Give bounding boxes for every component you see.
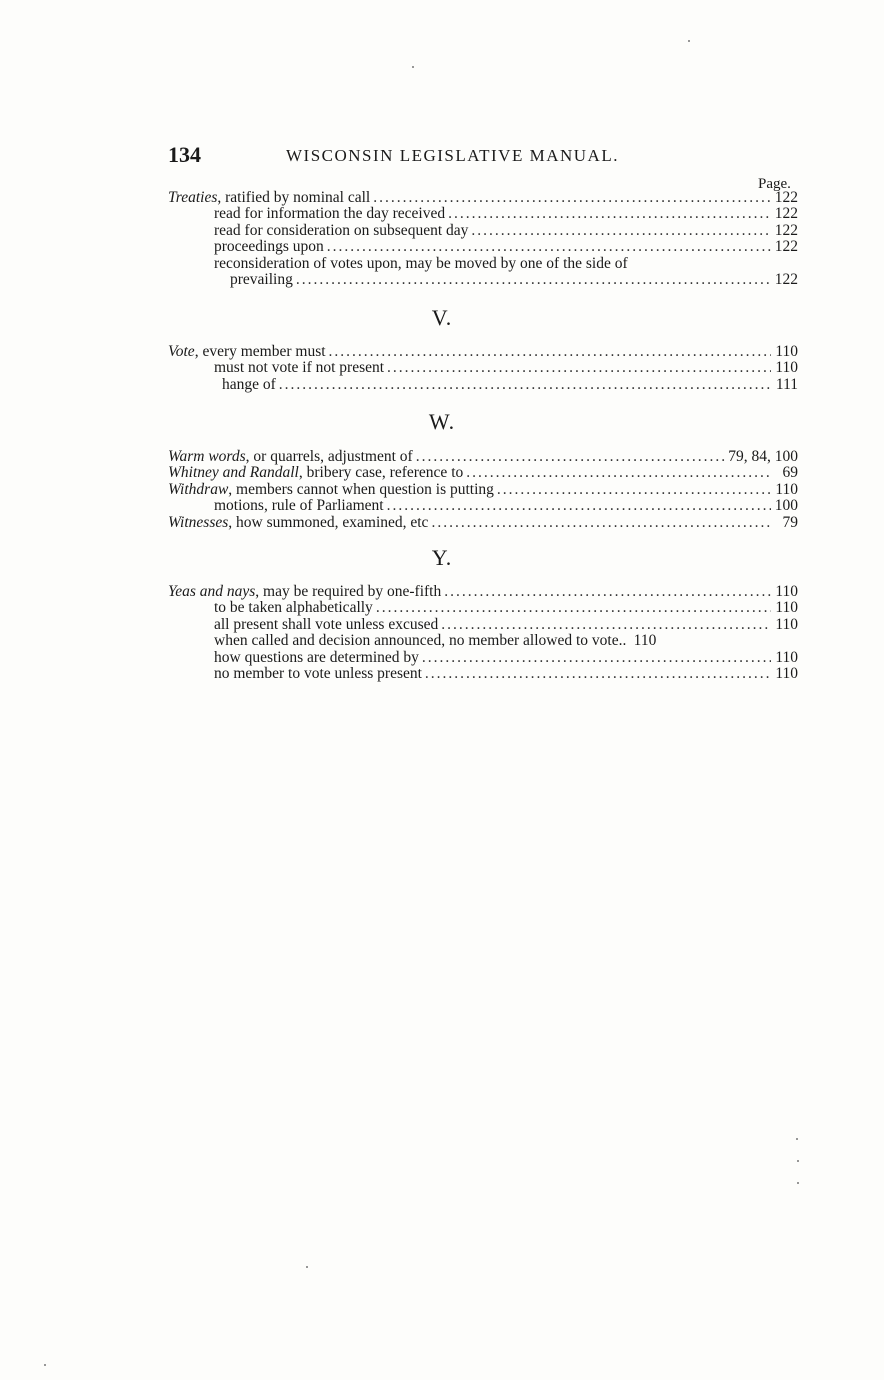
scan-speck — [797, 1160, 799, 1162]
index-text: no member to vote unless present — [214, 664, 422, 682]
index-text: read for information the day received — [214, 205, 446, 223]
index-entry — [168, 344, 798, 360]
page-ref: 122 — [774, 221, 798, 239]
index-subentry — [168, 360, 798, 376]
index-term: Whitney and Randall — [168, 464, 299, 482]
index-subentry — [168, 600, 798, 616]
index-entry — [168, 190, 798, 206]
index-subentry — [168, 617, 798, 633]
index-text: read for consideration on subsequent day — [214, 221, 469, 239]
scan-speck — [797, 1182, 799, 1184]
index-subentry — [168, 223, 798, 239]
page-ref: 110 — [633, 632, 657, 650]
dot-leader — [376, 600, 771, 616]
dot-leader — [279, 377, 771, 393]
page-ref: 122 — [774, 238, 798, 256]
scan-speck — [412, 66, 414, 68]
index-term: Vote — [168, 343, 195, 360]
index-entry — [168, 515, 798, 531]
index-text: , ratified by nominal call — [217, 189, 371, 206]
index-entry — [168, 482, 798, 498]
index-entry — [168, 584, 798, 600]
index-entry — [168, 465, 798, 481]
scan-speck — [796, 1138, 798, 1140]
page-ref: 100 — [774, 497, 798, 515]
index-section-t — [168, 190, 798, 288]
page-column-label: Page. — [758, 176, 791, 192]
index-entry — [168, 449, 798, 465]
index-text: all present shall vote unless excused — [214, 615, 439, 633]
dot-leader — [466, 465, 771, 481]
page-ref: 110 — [775, 480, 798, 498]
page-ref: 110 — [775, 343, 798, 360]
page-number: 134 — [168, 142, 201, 167]
page-ref: 111 — [775, 375, 798, 393]
index-subentry — [168, 206, 798, 222]
dot-leader — [327, 239, 771, 255]
section-letter-y: Y. — [431, 545, 453, 570]
index-text: , members cannot when question is putting — [228, 480, 494, 498]
section-letter-w: W. — [428, 409, 456, 434]
dot-leader — [373, 190, 771, 206]
index-text: hange of — [222, 375, 276, 393]
page-ref: 79, 84, 100 — [728, 448, 798, 465]
index-text: proceedings upon — [214, 238, 324, 256]
dot-leader — [387, 360, 771, 376]
index-text: , how summoned, examined, etc — [228, 513, 429, 531]
index-text: , bribery case, reference to — [298, 464, 464, 482]
running-title: WISCONSIN LEGISLATIVE MANUAL. — [286, 146, 619, 165]
index-section-y — [168, 584, 798, 682]
scan-speck — [306, 1266, 308, 1268]
scan-speck — [44, 1364, 46, 1366]
index-text: , may be required by one-fifth — [255, 583, 442, 600]
index-subentry-continued — [168, 272, 798, 288]
dot-leader — [444, 584, 771, 600]
page-ref: 122 — [774, 189, 798, 206]
index-subentry — [168, 377, 798, 393]
index-term: Yeas and nays — [168, 583, 256, 600]
index-text: when called and decision announced, no member allowed to vote.. — [214, 632, 627, 650]
index-subentry: reconsideration of votes upon, may be moved by one of the side of — [214, 254, 628, 272]
page-ref: 122 — [774, 270, 798, 288]
index-text: how questions are determined by — [214, 648, 419, 666]
index-subentry — [168, 666, 798, 682]
dot-leader — [471, 223, 771, 239]
page-ref: 122 — [774, 205, 798, 223]
page-ref: 110 — [775, 359, 798, 377]
index-text: , every member must — [194, 343, 326, 360]
section-letter-v: V. — [431, 305, 453, 330]
index-subentry — [168, 239, 798, 255]
dot-leader — [416, 449, 726, 465]
dot-leader — [425, 666, 771, 682]
page-ref: 110 — [775, 615, 798, 633]
dot-leader — [441, 617, 771, 633]
dot-leader — [422, 650, 771, 666]
index-term: Withdraw — [168, 480, 229, 498]
page-ref: 79 — [782, 513, 798, 531]
index-text: prevailing — [230, 270, 293, 288]
page-ref: 110 — [775, 583, 798, 600]
index-section-v — [168, 344, 798, 393]
index-subentry — [168, 633, 798, 649]
running-head — [168, 142, 808, 172]
page-ref: 69 — [782, 464, 798, 482]
dot-leader — [448, 206, 771, 222]
dot-leader — [296, 272, 771, 288]
index-subentry — [168, 498, 798, 514]
index-section-w — [168, 449, 798, 531]
index-text: , or quarrels, adjustment of — [245, 448, 413, 465]
index-term: Warm words — [168, 448, 246, 465]
dot-leader — [497, 482, 771, 498]
scan-speck — [688, 40, 690, 42]
index-term: Treaties — [168, 189, 218, 206]
index-subentry — [168, 650, 798, 666]
index-text: motions, rule of Parliament — [214, 497, 384, 515]
page-ref: 110 — [775, 599, 798, 617]
dot-leader — [387, 498, 771, 514]
index-text: to be taken alphabetically — [214, 599, 373, 617]
index-text: must not vote if not present — [214, 359, 385, 377]
page-ref: 110 — [775, 648, 798, 666]
index-term: Witnesses — [168, 513, 229, 531]
dot-leader — [329, 344, 771, 360]
page-ref: 110 — [775, 664, 798, 682]
dot-leader — [431, 515, 771, 531]
